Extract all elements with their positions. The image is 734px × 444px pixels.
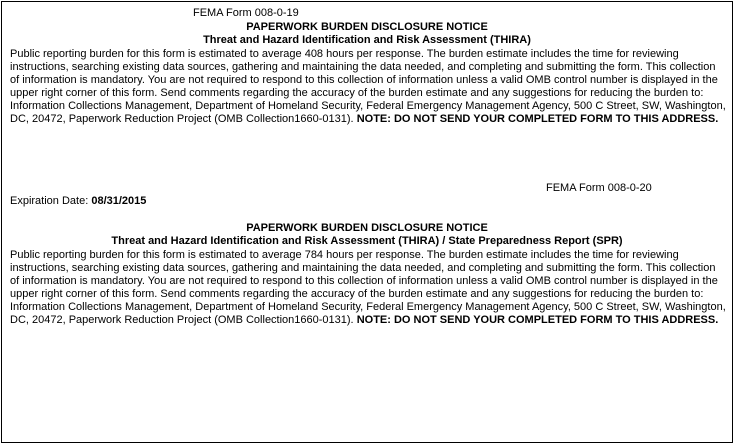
- form-number-2: FEMA Form 008-0-20: [546, 182, 652, 194]
- expiration-value: 08/31/2015: [91, 195, 147, 207]
- notice-note-2: NOTE: DO NOT SEND YOUR COMPLETED FORM TO THIS ADDRESS.: [356, 314, 719, 326]
- notice-body-1: [10, 48, 726, 126]
- notice-title-2: PAPERWORK BURDEN DISCLOSURE NOTICE: [246, 222, 488, 234]
- notice-body-2: [10, 249, 726, 327]
- notice-body-text-1: Public reporting burden for this form is estimated to average 408 hours per response. The burden estimate includes the time for reviewing instructions, searching existing data sources, gathering and maintaining the data needed, and completing and submitting the form. This collection of information is mandatory. You are not required to respond to this collection of information unless a valid OMB control number is displayed in the upper right corner of this form. Send comments regarding the accuracy of the burden estimate and any suggestions for reducing the burden to: Information Collections Management, Department of Homeland Security, Federal Emergency Management Agency, 500 C Street, SW, Washington, DC, 20472, Paperwork Reduction Project (OMB Collection1660-0131).: [10, 48, 726, 125]
- expiration-date: [10, 195, 146, 208]
- notice-body-text-2: Public reporting burden for this form is estimated to average 784 hours per response. The burden estimate includes the time for reviewing instructions, searching existing data sources, gathering and maintaining the data needed, and completing and submitting the form. This collection of information is mandatory. You are not required to respond to this collection of information unless a valid OMB control number is displayed in the upper right corner of this form. Send comments regarding the accuracy of the burden estimate and any suggestions for reducing the burden to: Information Collections Management, Department of Homeland Security, Federal Emergency Management Agency, 500 C Street, SW, Washington, DC, 20472, Paperwork Reduction Project (OMB Collection1660-0131).: [10, 249, 726, 326]
- expiration-label: Expiration Date:: [10, 195, 89, 207]
- notice-subtitle-2: Threat and Hazard Identification and Risk Assessment (THIRA) / State Preparedness Report (SPR): [111, 235, 623, 247]
- notice-title-1: PAPERWORK BURDEN DISCLOSURE NOTICE: [246, 21, 488, 33]
- form-number-1: FEMA Form 008-0-19: [193, 7, 299, 19]
- notice-subtitle-1: Threat and Hazard Identification and Risk Assessment (THIRA): [203, 34, 531, 46]
- notice-note-1: NOTE: DO NOT SEND YOUR COMPLETED FORM TO THIS ADDRESS.: [356, 113, 719, 125]
